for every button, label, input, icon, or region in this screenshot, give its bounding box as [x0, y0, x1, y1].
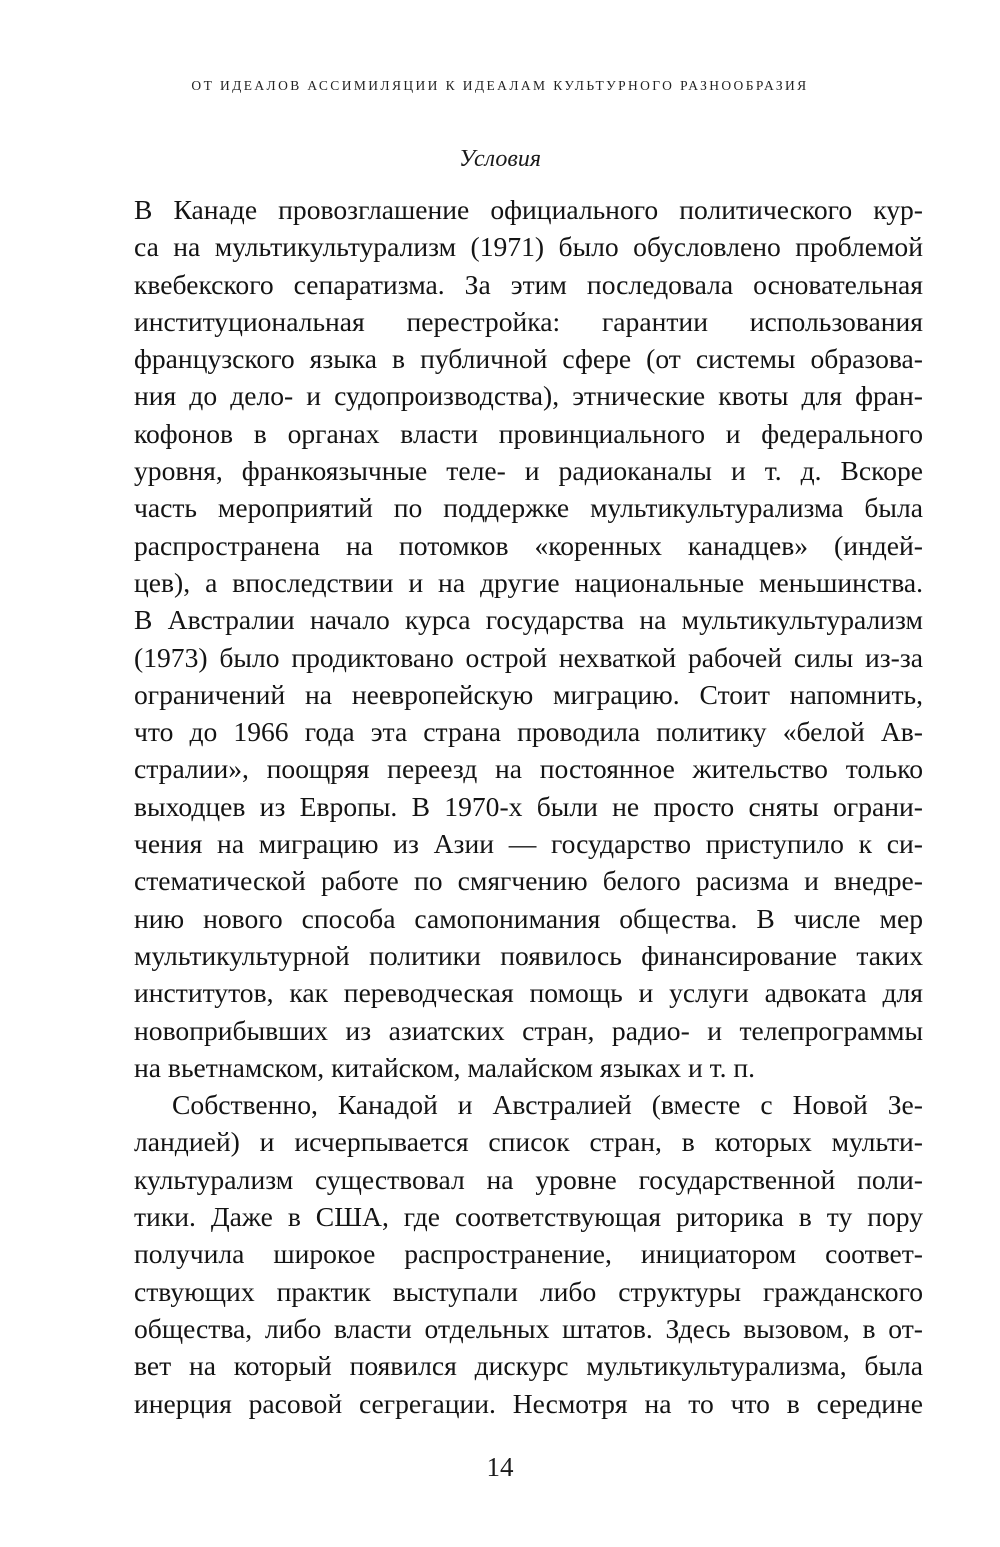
body-text: [134, 191, 923, 1422]
text-line: В Канаде провозглашение официального политического кур-: [134, 194, 923, 225]
text-line: кофонов в органах власти провинциального и федерального: [134, 417, 923, 449]
text-line: получила широкое распространение, инициатором соответ-: [134, 1238, 923, 1270]
text-line: стематической работе по смягчению белого расизма и внедре-: [134, 865, 923, 897]
text-line: распространена на потомков «коренных канадцев» (индей-: [134, 529, 923, 561]
text-line: выходцев из Европы. В 1970-х были не просто сняты ограни-: [134, 790, 923, 822]
text-line: ландией) и исчерпывается список стран, в которых мульти-: [134, 1126, 923, 1158]
text-line: уровня, франкоязычные теле- и радиоканалы и т. д. Вскоре: [134, 455, 923, 487]
text-line: стралии», поощряя переезд на постоянное жительство только: [134, 753, 923, 785]
text-line: ния до дело- и судопроизводства), этнические квоты для фран-: [134, 380, 923, 412]
text-line: новоприбывших из азиатских стран, радио- и телепрограммы: [134, 1014, 923, 1046]
text-line: часть мероприятий по поддержке мультикультурализма была: [134, 492, 923, 524]
text-line: мультикультурной политики появилось финансирование таких: [134, 939, 923, 971]
text-line: инерция расовой сегрегации. Несмотря на то что в середине: [134, 1387, 923, 1419]
text-line: чения на миграцию из Азии — государство приступило к си-: [134, 828, 923, 860]
text-line: нию нового способа самопонимания общества. В числе мер: [134, 902, 923, 934]
text-line: ограничений на неевропейскую миграцию. Стоит напомнить,: [134, 678, 923, 710]
section-title: Условия: [458, 146, 541, 172]
text-line: ствующих практик выступали либо структуры гражданского: [134, 1275, 923, 1307]
text-line: вет на который появился дискурс мультикультурализма, была: [134, 1350, 923, 1382]
text-line: институтов, как переводческая помощь и услуги адвоката для: [134, 977, 923, 1009]
text-line: что до 1966 года эта страна проводила политику «белой Ав-: [134, 716, 923, 748]
running-head: ОТ ИДЕАЛОВ АССИМИЛЯЦИИ К ИДЕАЛАМ КУЛЬТУРНОГО РАЗНООБРАЗИЯ: [191, 78, 809, 93]
text-line: на вьетнамском, китайском, малайском языках и т. п.: [134, 1051, 756, 1083]
text-line: институциональная перестройка: гарантии использования: [134, 305, 923, 337]
text-line: Собственно, Канадой и Австралией (вместе с Новой Зе-: [172, 1089, 923, 1121]
text-line: общества, либо власти отдельных штатов. Здесь вызовом, в от-: [134, 1312, 923, 1344]
text-line: культурализм существовал на уровне государственной поли-: [134, 1163, 923, 1195]
text-line: французского языка в публичной сфере (от системы образова-: [134, 343, 923, 375]
text-line: В Австралии начало курса государства на мультикультурализм: [134, 604, 923, 636]
page-number: 14: [486, 1452, 514, 1482]
text-line: (1973) было продиктовано острой нехваткой рабочей силы из-за: [134, 641, 923, 673]
text-line: тики. Даже в США, где соответствующая риторика в ту пору: [134, 1201, 923, 1233]
text-line: са на мультикультурализм (1971) было обусловлено проблемой: [134, 231, 923, 263]
text-line: квебекского сепаратизма. За этим последовала основательная: [134, 268, 923, 300]
text-line: цев), а впоследствии и на другие национальные меньшинства.: [134, 566, 923, 598]
